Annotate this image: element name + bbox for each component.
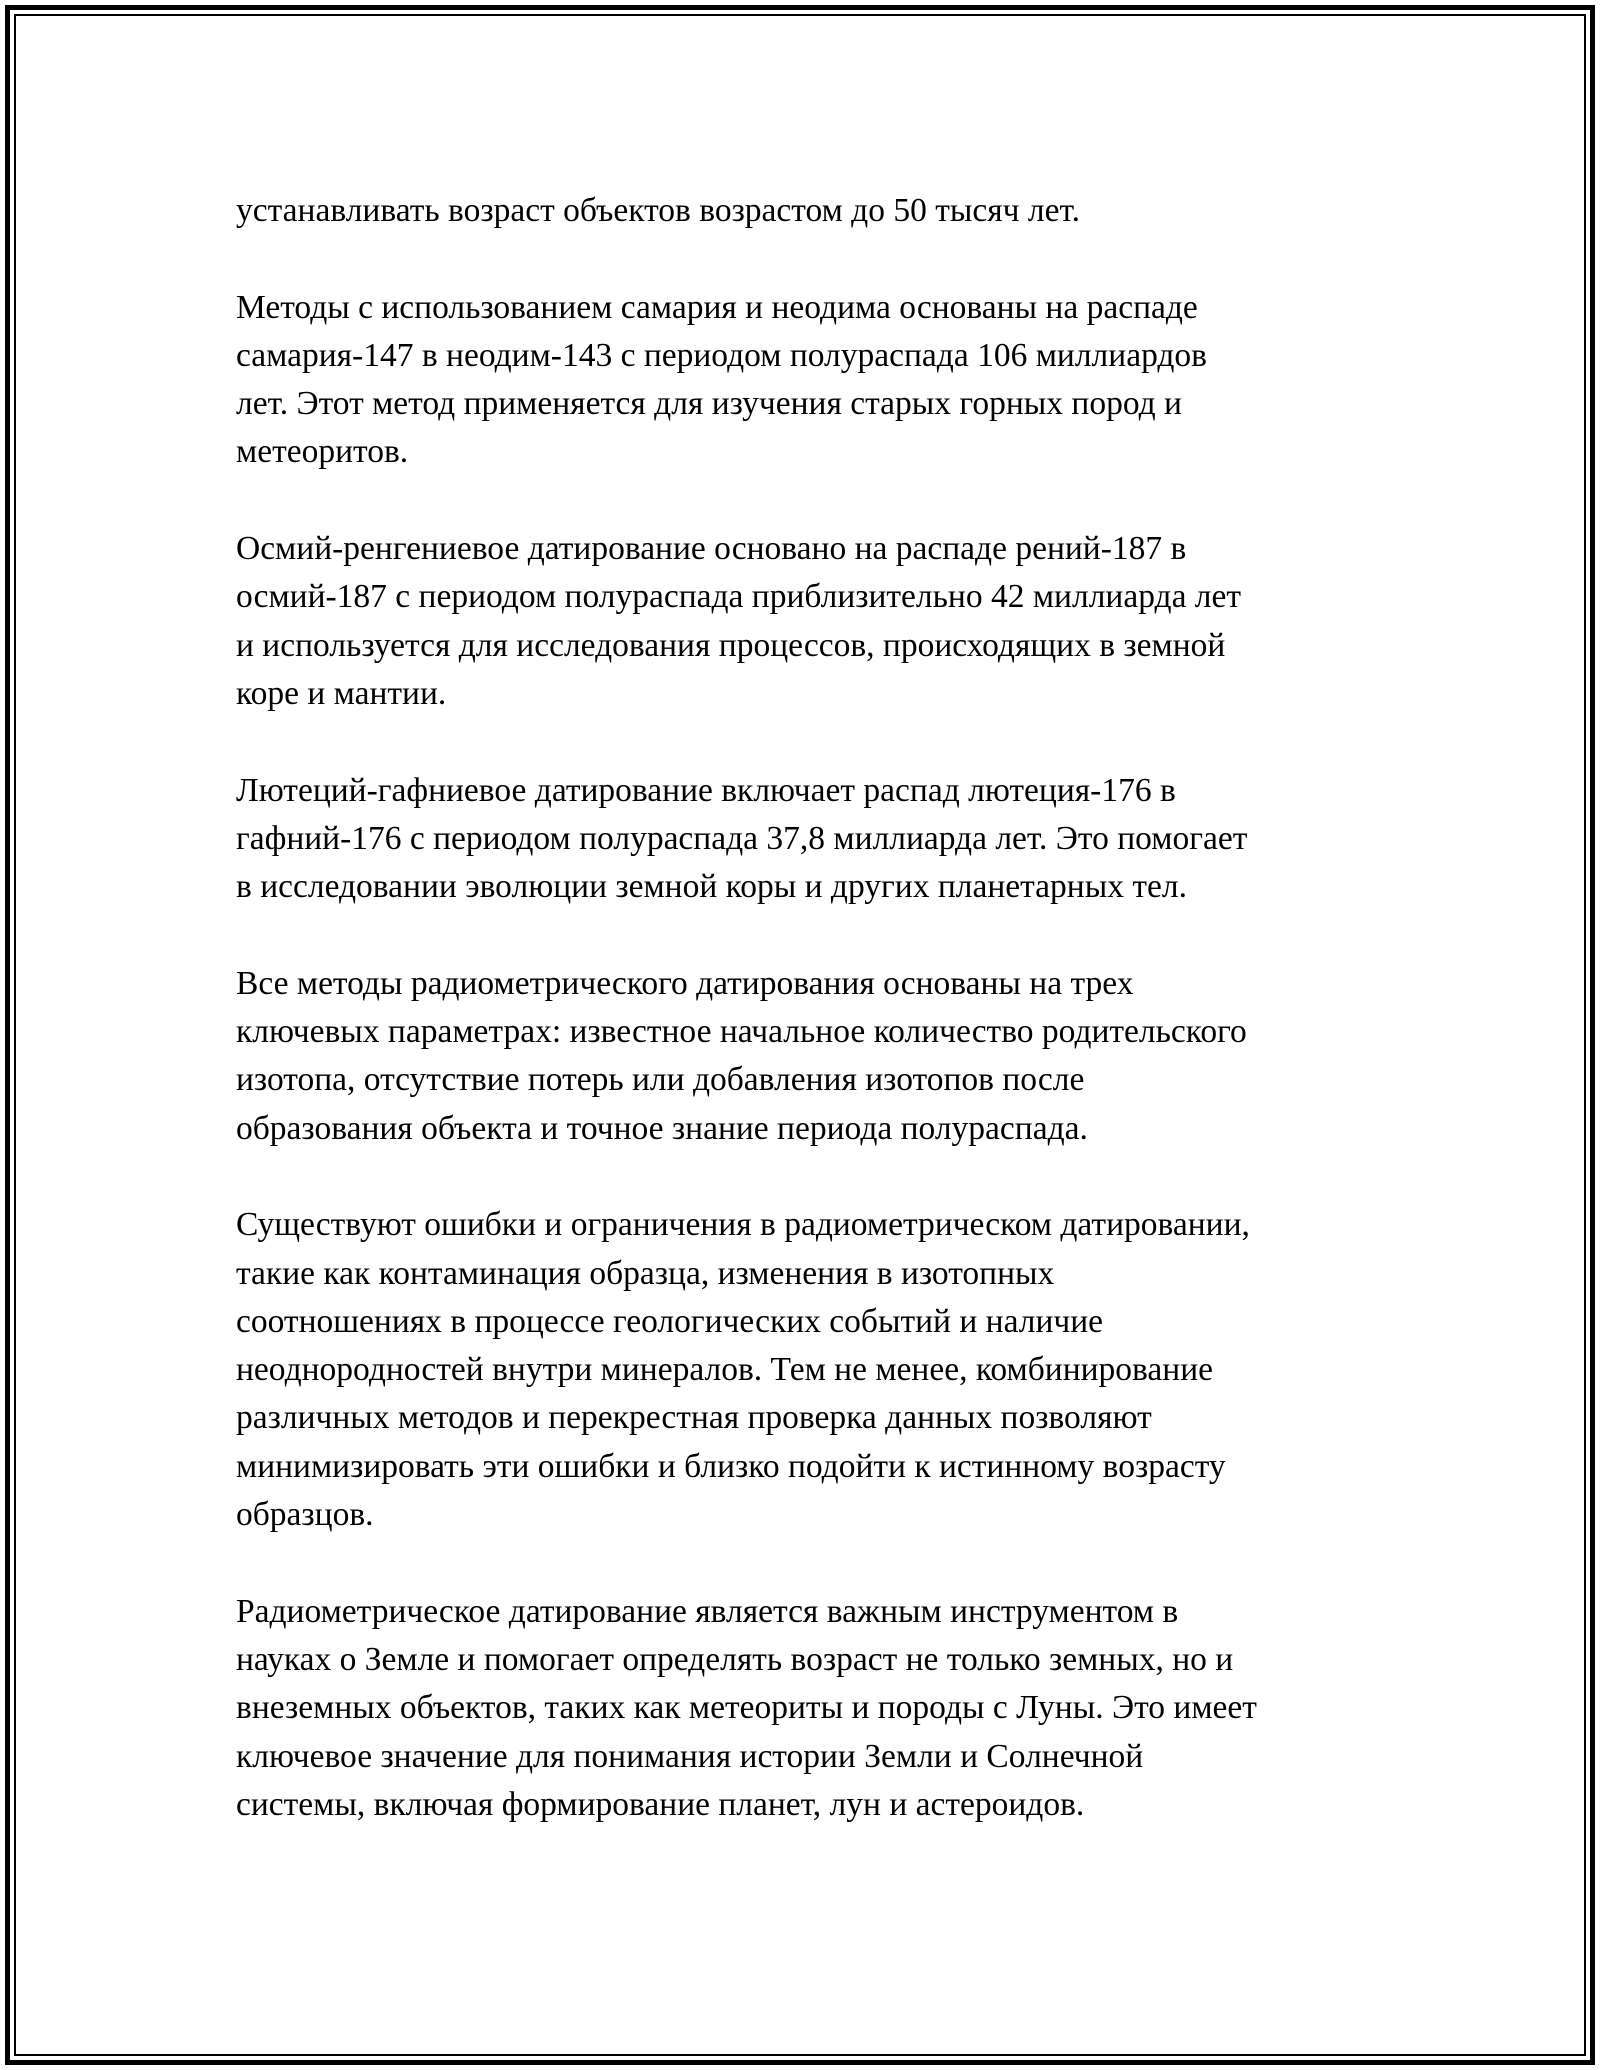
text-line: Осмий-ренгениевое датирование основано на распаде рений-187 в	[236, 530, 1187, 568]
text-line: устанавливать возраст объектов возрастом до 50 тысяч лет.	[236, 192, 1080, 229]
text-line: самария-147 в неодим-143 с периодом полураспада 106 миллиардов	[236, 336, 1207, 374]
text-line: Радиометрическое датирование является важным инструментом в	[236, 1592, 1179, 1630]
text-line: гафний-176 с периодом полураспада 37,8 миллиарда лет. Это помогает	[236, 819, 1248, 857]
text-line: образцов.	[236, 1496, 374, 1534]
paragraph	[236, 1201, 1366, 1539]
text-line: изотопа, отсутствие потерь или добавления изотопов после	[236, 1061, 1085, 1099]
text-line: Методы с использованием самария и неодима основаны на распаде	[236, 288, 1198, 326]
text-line: Существуют ошибки и ограничения в радиометрическом датировании,	[236, 1206, 1250, 1244]
document-body	[236, 187, 1366, 1829]
text-line: Все методы радиометрического датирования основаны на трех	[236, 964, 1134, 1002]
paragraph	[236, 1588, 1366, 1829]
text-line: осмий-187 с периодом полураспада приблизительно 42 миллиарда лет	[236, 578, 1242, 616]
text-line: лет. Этот метод применяется для изучения старых горных пород и	[236, 385, 1182, 423]
text-line: образования объекта и точное знание периода полураспада.	[236, 1109, 1088, 1147]
paragraph	[236, 284, 1366, 477]
text-line: коре и мантии.	[236, 674, 447, 712]
paragraph	[236, 767, 1366, 912]
text-line: системы, включая формирование планет, лун и астероидов.	[236, 1785, 1085, 1823]
text-line: соотношениях в процессе геологических событий и наличие	[236, 1302, 1104, 1340]
text-line: ключевых параметрах: известное начальное количество родительского	[236, 1013, 1247, 1051]
paragraph	[236, 960, 1366, 1153]
text-line: ключевое значение для понимания истории Земли и Солнечной	[236, 1737, 1144, 1775]
text-line: науках о Земле и помогает определять возраст не только земных, но и	[236, 1640, 1234, 1678]
text-line: Лютеций-гафниевое датирование включает распад лютеция-176 в	[236, 771, 1176, 809]
text-line: неоднородностей внутри минералов. Тем не менее, комбинирование	[236, 1351, 1214, 1389]
text-line: и используется для исследования процессов, происходящих в земной	[236, 626, 1226, 664]
text-line: метеоритов.	[236, 433, 409, 471]
text-line: различных методов и перекрестная проверка данных позволяют	[236, 1399, 1152, 1437]
text-line: в исследовании эволюции земной коры и других планетарных тел.	[236, 868, 1187, 906]
text-line: внеземных объектов, таких как метеориты и породы с Луны. Это имеет	[236, 1689, 1257, 1727]
text-line: минимизировать эти ошибки и близко подойти к истинному возрасту	[236, 1447, 1226, 1485]
paragraph	[236, 525, 1366, 718]
text-line: такие как контаминация образца, изменения в изотопных	[236, 1254, 1055, 1292]
paragraph	[236, 187, 1366, 235]
